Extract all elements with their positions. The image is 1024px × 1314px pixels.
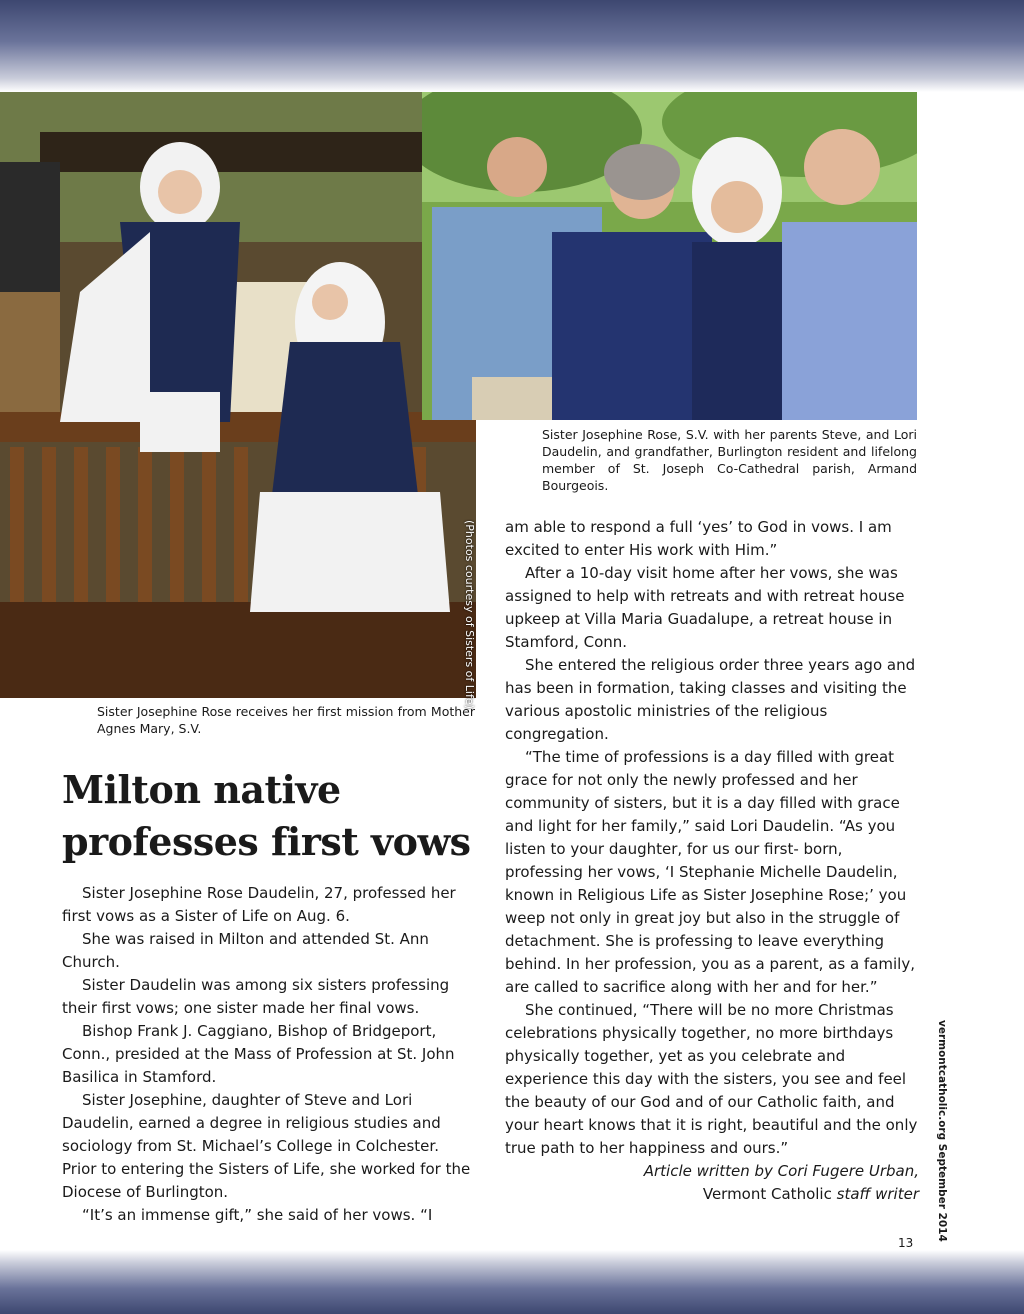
paragraph: Sister Josephine Rose Daudelin, 27, professed her first vows as a Sister of Life on Aug. 6. [62,884,456,925]
paragraph: “The time of professions is a day filled with great grace for not only the newly professed and her community of sisters, but it is a day filled with grace and light for her family,” said Lori Daudelin. “As you listen to your daughter, for us our first- born, professing her vows, ‘I Stephanie Michelle Daudelin, known in Religious Life as Sister Josephine Rose;’ you weep not only in great joy but also in the struggle of detachment. She is professing to leave everything behind. In her profession, you as a parent, as a family, are called to sacrifice along with her and for her.” [505,748,915,996]
footer-band [0,1250,1024,1314]
paragraph: Sister Daudelin was among six sisters professing their first vows; one sister made her final vows. [62,976,450,1017]
paragraph: She entered the religious order three years ago and has been in formation, taking classes and visiting the various apostolic ministries of the religious congregation. [505,656,916,743]
byline-role: staff writer [836,1185,919,1203]
article-column-left [62,882,476,1227]
caption-family-photo: Sister Josephine Rose, S.V. with her parents Steve, and Lori Daudelin, and grandfather, Burlington resident and lifelong member of St. Joseph Co-Cathedral parish, Armand Bourgeois. [542,427,917,493]
paragraph: Sister Josephine, daughter of Steve and Lori Daudelin, earned a degree in religious studies and sociology from St. Michael’s College in Colchester. Prior to entering the Sisters of Life, she worked for the Diocese of Burlington. [62,1091,471,1201]
caption-mission-photo: Sister Josephine Rose receives her first mission from Mother Agnes Mary, S.V. [97,704,475,736]
article-column-right [505,516,919,1206]
paragraph: After a 10-day visit home after her vows, she was assigned to help with retreats and with retreat house upkeep at Villa Maria Guadalupe, a retreat house in Stamford, Conn. [505,564,905,651]
photo-mission-illustration [0,92,476,709]
photo-family-illustration [422,92,917,420]
photo-mission-ceremony [0,92,476,709]
paragraph: am able to respond a full ‘yes’ to God in vows. I am excited to enter His work with Him.” [505,518,892,559]
photo-family-group [422,92,917,420]
paragraph: Bishop Frank J. Caggiano, Bishop of Bridgeport, Conn., presided at the Mass of Profession at St. John Basilica in Stamford. [62,1022,455,1086]
photo-credit: (Photos courtesy of Sisters of Life) [463,520,476,709]
page-number: 13 [898,1236,914,1250]
article-byline [505,1160,919,1206]
paragraph: She was raised in Milton and attended St. Ann Church. [62,930,429,971]
paragraph: “It’s an immense gift,” she said of her vows. “I [82,1206,433,1224]
header-band [0,0,1024,92]
sidebar-publication-date: vermontcatholic.org September 2014 [936,1020,948,1242]
article-headline: Milton native professes first vows [62,767,471,864]
paragraph: She continued, “There will be no more Christmas celebrations physically together, no more birthdays physically together, yet as you celebrate and experience this day with the sisters, you see and feel the beauty of our God and of our Catholic faith, and your heart knows that it is right, beautiful and the only true path to her happiness and ours.” [505,1001,918,1157]
byline-author: Article written by Cori Fugere Urban, [643,1162,919,1180]
byline-publication: Vermont Catholic [702,1185,832,1203]
